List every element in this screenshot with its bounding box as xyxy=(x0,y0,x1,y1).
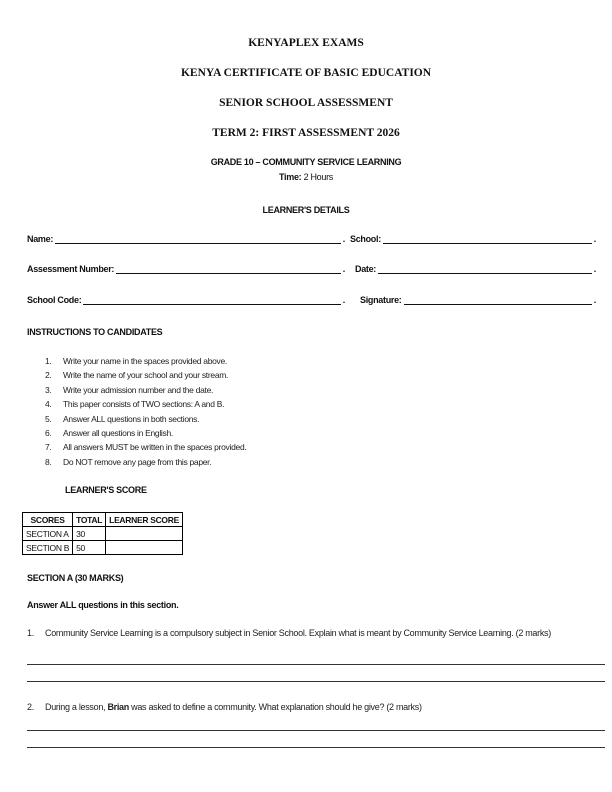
section-a-instruction: Answer ALL questions in this section. xyxy=(27,600,179,610)
col-header: TOTAL xyxy=(73,513,106,527)
signature-field[interactable]: Signature: . xyxy=(360,295,596,305)
school-field[interactable]: School: . xyxy=(350,234,596,244)
item-number: 1. xyxy=(45,356,52,366)
question-1 xyxy=(27,628,551,638)
table-row xyxy=(23,527,183,541)
cell[interactable] xyxy=(106,527,183,541)
assessment-number-label: Assessment Number: xyxy=(27,264,115,274)
instruction-item xyxy=(45,414,246,428)
date-label: Date: xyxy=(355,264,377,274)
item-text: Write your name in the spaces provided above. xyxy=(63,356,227,366)
instructions-list xyxy=(45,356,246,471)
time-value: 2 Hours xyxy=(303,172,333,182)
answer-line[interactable] xyxy=(27,681,605,682)
instruction-item xyxy=(45,399,246,413)
cell: 50 xyxy=(73,541,106,555)
table-header-row xyxy=(23,513,183,527)
item-number: 8. xyxy=(45,456,52,467)
school-label: School: xyxy=(350,234,381,244)
question-2 xyxy=(27,702,422,712)
answer-line[interactable] xyxy=(27,664,605,665)
question-text: Community Service Learning is a compulsory subject in Senior School. Explain what is meant by Community Service Learning. (2 marks) xyxy=(45,628,551,638)
school-code-label: School Code: xyxy=(27,295,82,305)
item-text: All answers MUST be written in the spaces provided. xyxy=(63,442,247,453)
cell: 30 xyxy=(73,527,106,541)
instruction-item xyxy=(45,442,246,456)
details-title: LEARNER'S DETAILS xyxy=(262,205,350,215)
question-number: 1. xyxy=(27,628,34,638)
assessment-title: SENIOR SCHOOL ASSESSMENT xyxy=(219,97,393,109)
question-text: was asked to define a community. What explanation should he give? (2 marks) xyxy=(128,702,422,712)
instruction-item xyxy=(45,457,246,471)
table-row xyxy=(23,541,183,555)
cell[interactable] xyxy=(106,541,183,555)
subject-title: GRADE 10 – COMMUNITY SERVICE LEARNING xyxy=(210,157,402,167)
instruction-item xyxy=(45,356,246,370)
time-label: Time: xyxy=(279,172,302,182)
name-field[interactable]: Name: . xyxy=(27,234,345,244)
section-a-title: SECTION A (30 MARKS) xyxy=(27,573,124,583)
instructions-title: INSTRUCTIONS TO CANDIDATES xyxy=(27,327,163,337)
item-text: Write the name of your school and your stream. xyxy=(63,370,229,381)
term-title: TERM 2: FIRST ASSESSMENT 2026 xyxy=(212,127,400,139)
school-code-field[interactable]: School Code: . xyxy=(27,295,345,305)
assessment-number-field[interactable]: Assessment Number: . xyxy=(27,264,345,274)
answer-line[interactable] xyxy=(27,730,605,731)
item-text: Answer all questions in English. xyxy=(63,427,173,438)
answer-line[interactable] xyxy=(27,747,605,748)
time-line xyxy=(0,172,612,182)
instruction-item xyxy=(45,385,246,399)
item-number: 5. xyxy=(45,413,52,424)
item-text: Do NOT remove any page from this paper. xyxy=(63,456,212,467)
certificate-title: KENYA CERTIFICATE OF BASIC EDUCATION xyxy=(180,67,432,79)
score-title: LEARNER'S SCORE xyxy=(65,485,147,495)
score-table xyxy=(22,512,183,555)
col-header: LEARNER SCORE xyxy=(106,513,183,527)
cell: SECTION B xyxy=(23,541,73,555)
signature-label: Signature: xyxy=(360,295,402,305)
org-title: KENYAPLEX EXAMS xyxy=(248,37,364,49)
question-name: Brian xyxy=(107,702,129,712)
instruction-item xyxy=(45,428,246,442)
col-header: SCORES xyxy=(23,513,73,527)
item-text: Answer ALL questions in both sections. xyxy=(63,413,200,424)
item-number: 3. xyxy=(45,384,52,395)
item-text: Write your admission number and the date. xyxy=(63,384,214,395)
instruction-item xyxy=(45,370,246,384)
item-number: 7. xyxy=(45,442,52,453)
date-field[interactable]: Date: . xyxy=(355,264,596,274)
question-text: During a lesson, xyxy=(45,702,108,712)
item-number: 6. xyxy=(45,427,52,438)
name-label: Name: xyxy=(27,234,54,244)
cell: SECTION A xyxy=(23,527,73,541)
question-number: 2. xyxy=(27,702,34,712)
item-number: 4. xyxy=(45,399,52,410)
item-text: This paper consists of TWO sections: A and B. xyxy=(63,399,225,410)
item-number: 2. xyxy=(45,370,52,381)
